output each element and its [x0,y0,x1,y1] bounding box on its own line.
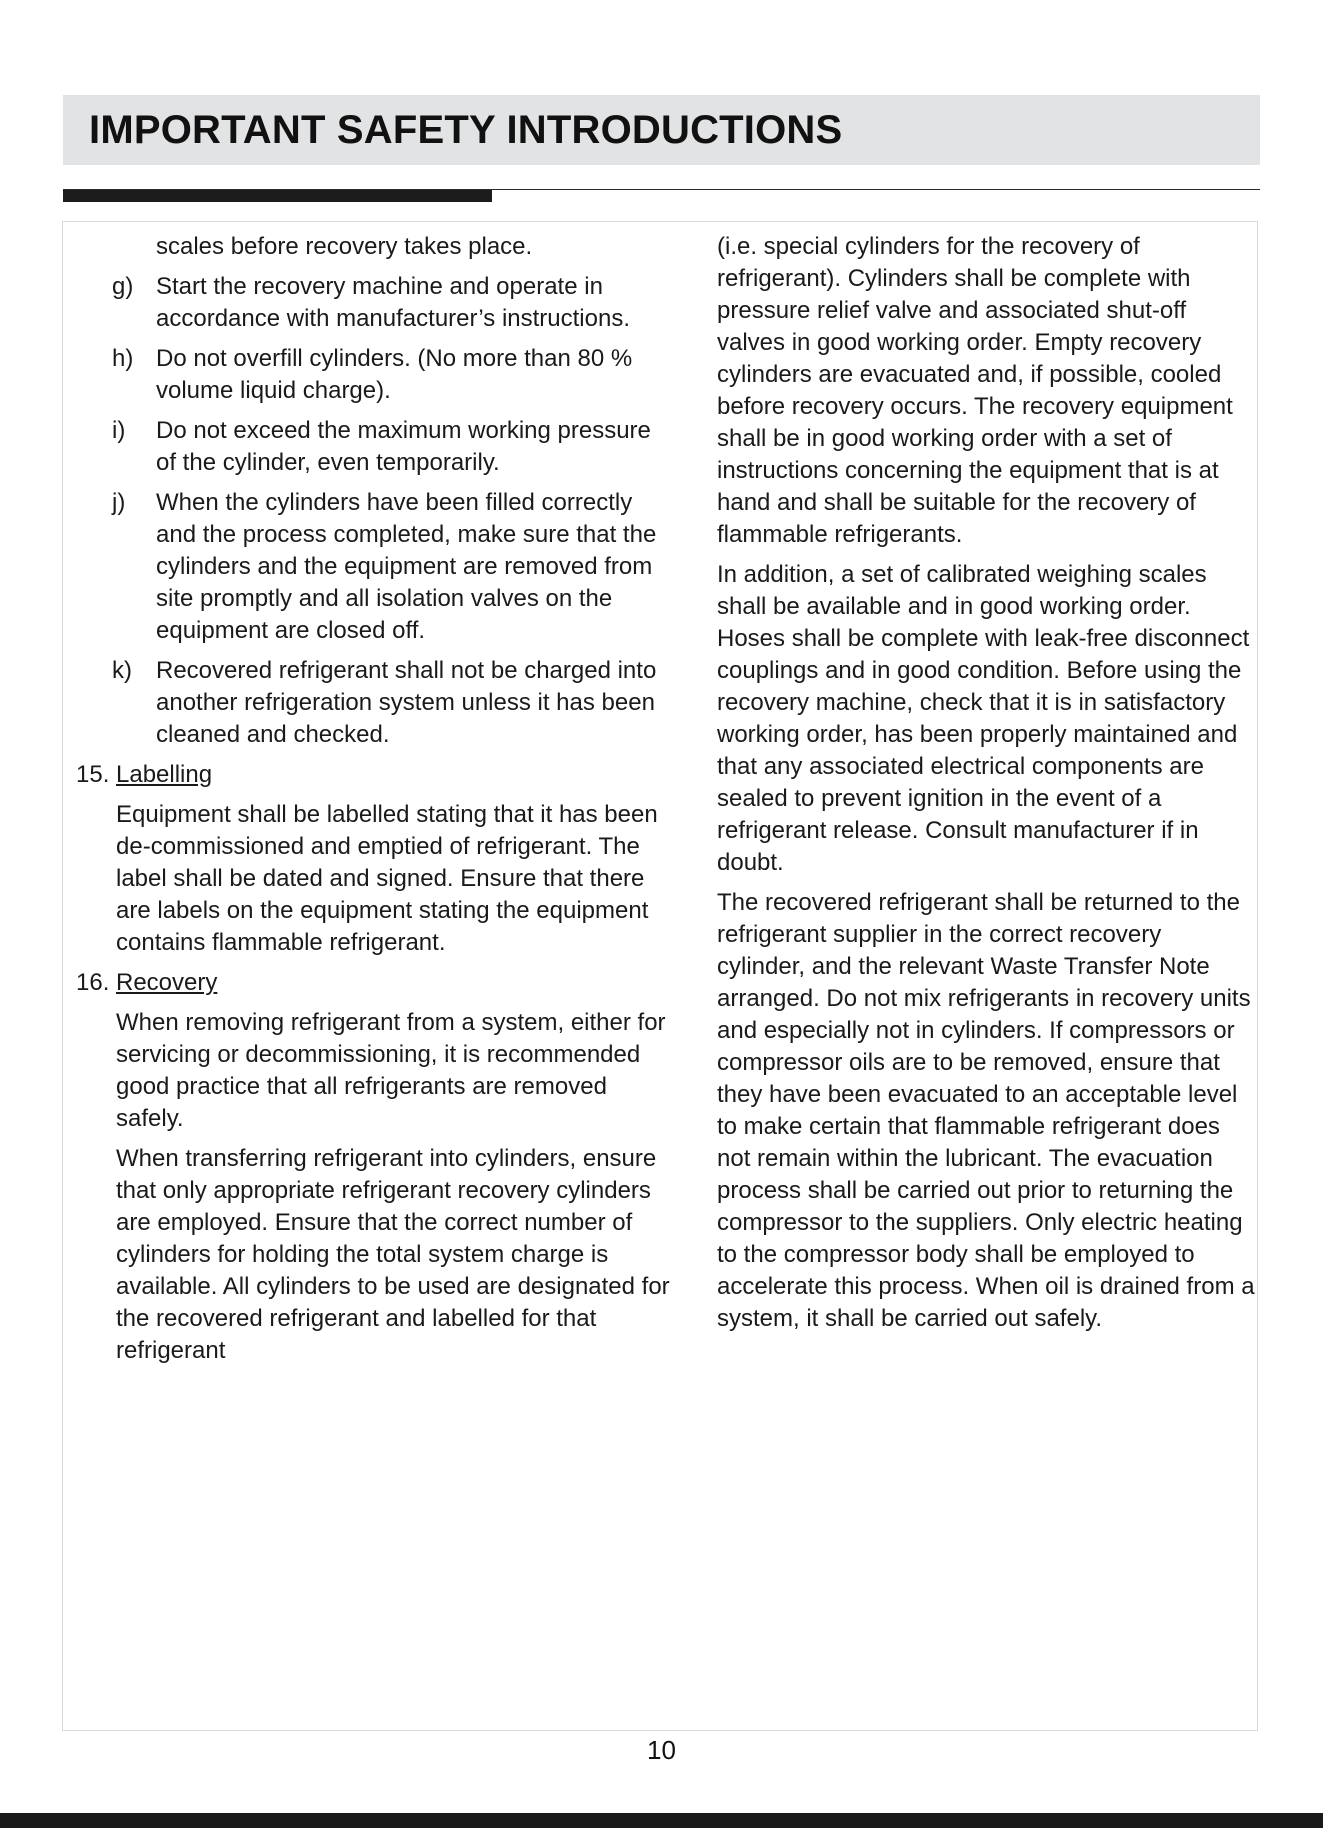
right-paragraph: The recovered refrigerant shall be returned to the refrigerant supplier in the correct recovery cylinder, and the relevant Waste Transfer Note arranged. Do not mix refrigerants in recovery units and especially not in cylinders. If compressors or compressor oils are to be removed, ensure that they have been evacuated to an acceptable level to make certain that flammable refrigerant does not remain within the lubricant. The evacuation process shall be carried out prior to returning the compressor to the suppliers. Only electric heating to the compressor body shall be employed to accelerate this process. When oil is drained from a system, it shall be carried out safely. [717,889,1255,1332]
list-item-text: Do not overfill cylinders. (No more than 80 % volume liquid charge). [156,345,633,404]
list-marker: g) [112,273,134,300]
header-rule-thick [63,190,492,202]
section-heading-labelling [70,759,670,791]
list-item [70,343,670,407]
right-paragraph: (i.e. special cylinders for the recovery of refrigerant). Cylinders shall be complete with pressure relief valve and associated shut-off valves in good working order. Empty recovery cylinders are evacuated and, if possible, cooled before recovery occurs. The recovery equipment shall be in good working order with a set of instructions concerning the equipment that is at hand and shall be suitable for the recovery of flammable refrigerants. [717,233,1233,548]
page-title: IMPORTANT SAFETY INTRODUCTIONS [89,108,843,152]
section-title: Labelling [116,761,213,788]
left-column [70,231,670,1367]
section-title: Recovery [116,969,218,996]
right-column [717,231,1255,1335]
footer-rule [0,1813,1323,1828]
list-item-text: When the cylinders have been filled correctly and the process completed, make sure that the cylinders and the equipment are removed from site promptly and all isolation valves on the equipment are closed off. [156,489,657,644]
list-item-text: Do not exceed the maximum working pressure of the cylinder, even temporarily. [156,417,651,476]
section-heading-recovery [70,967,670,999]
list-marker: i) [112,417,126,444]
list-marker: j) [112,489,126,516]
section-number: 15. [76,761,110,788]
section-number: 16. [76,969,110,996]
right-paragraph: In addition, a set of calibrated weighing scales shall be available and in good working order. Hoses shall be complete with leak-free disconnect couplings and in good condition. Before using the recovery machine, check that it is in satisfactory working order, has been properly maintained and that any associated electrical components are sealed to prevent ignition in the event of a refrigerant release. Consult manufacturer if in doubt. [717,561,1250,876]
continuation-text: scales before recovery takes place. [156,233,533,260]
title-banner [63,95,1260,165]
list-item [70,415,670,479]
section-paragraph: When removing refrigerant from a system, either for servicing or decommissioning, it is recommended good practice that all refrigerants are removed safely. [116,1009,666,1132]
list-item [70,487,670,647]
list-item [70,655,670,751]
list-marker: k) [112,657,132,684]
list-item [70,271,670,335]
section-paragraph: When transferring refrigerant into cylinders, ensure that only appropriate refrigerant recovery cylinders are employed. Ensure that the correct number of cylinders for holding the total system charge is available. All cylinders to be used are designated for the recovered refrigerant and labelled for that refrigerant [116,1145,670,1364]
list-marker: h) [112,345,134,372]
list-item-text: Start the recovery machine and operate in accordance with manufacturer’s instructions. [156,273,630,332]
list-item-text: Recovered refrigerant shall not be charged into another refrigeration system unless it has been cleaned and checked. [156,657,657,748]
section-paragraph: Equipment shall be labelled stating that it has been de-commissioned and emptied of refrigerant. The label shall be dated and signed. Ensure that there are labels on the equipment stating the equipment contains flammable refrigerant. [116,801,658,956]
page-number: 10 [647,1735,676,1765]
